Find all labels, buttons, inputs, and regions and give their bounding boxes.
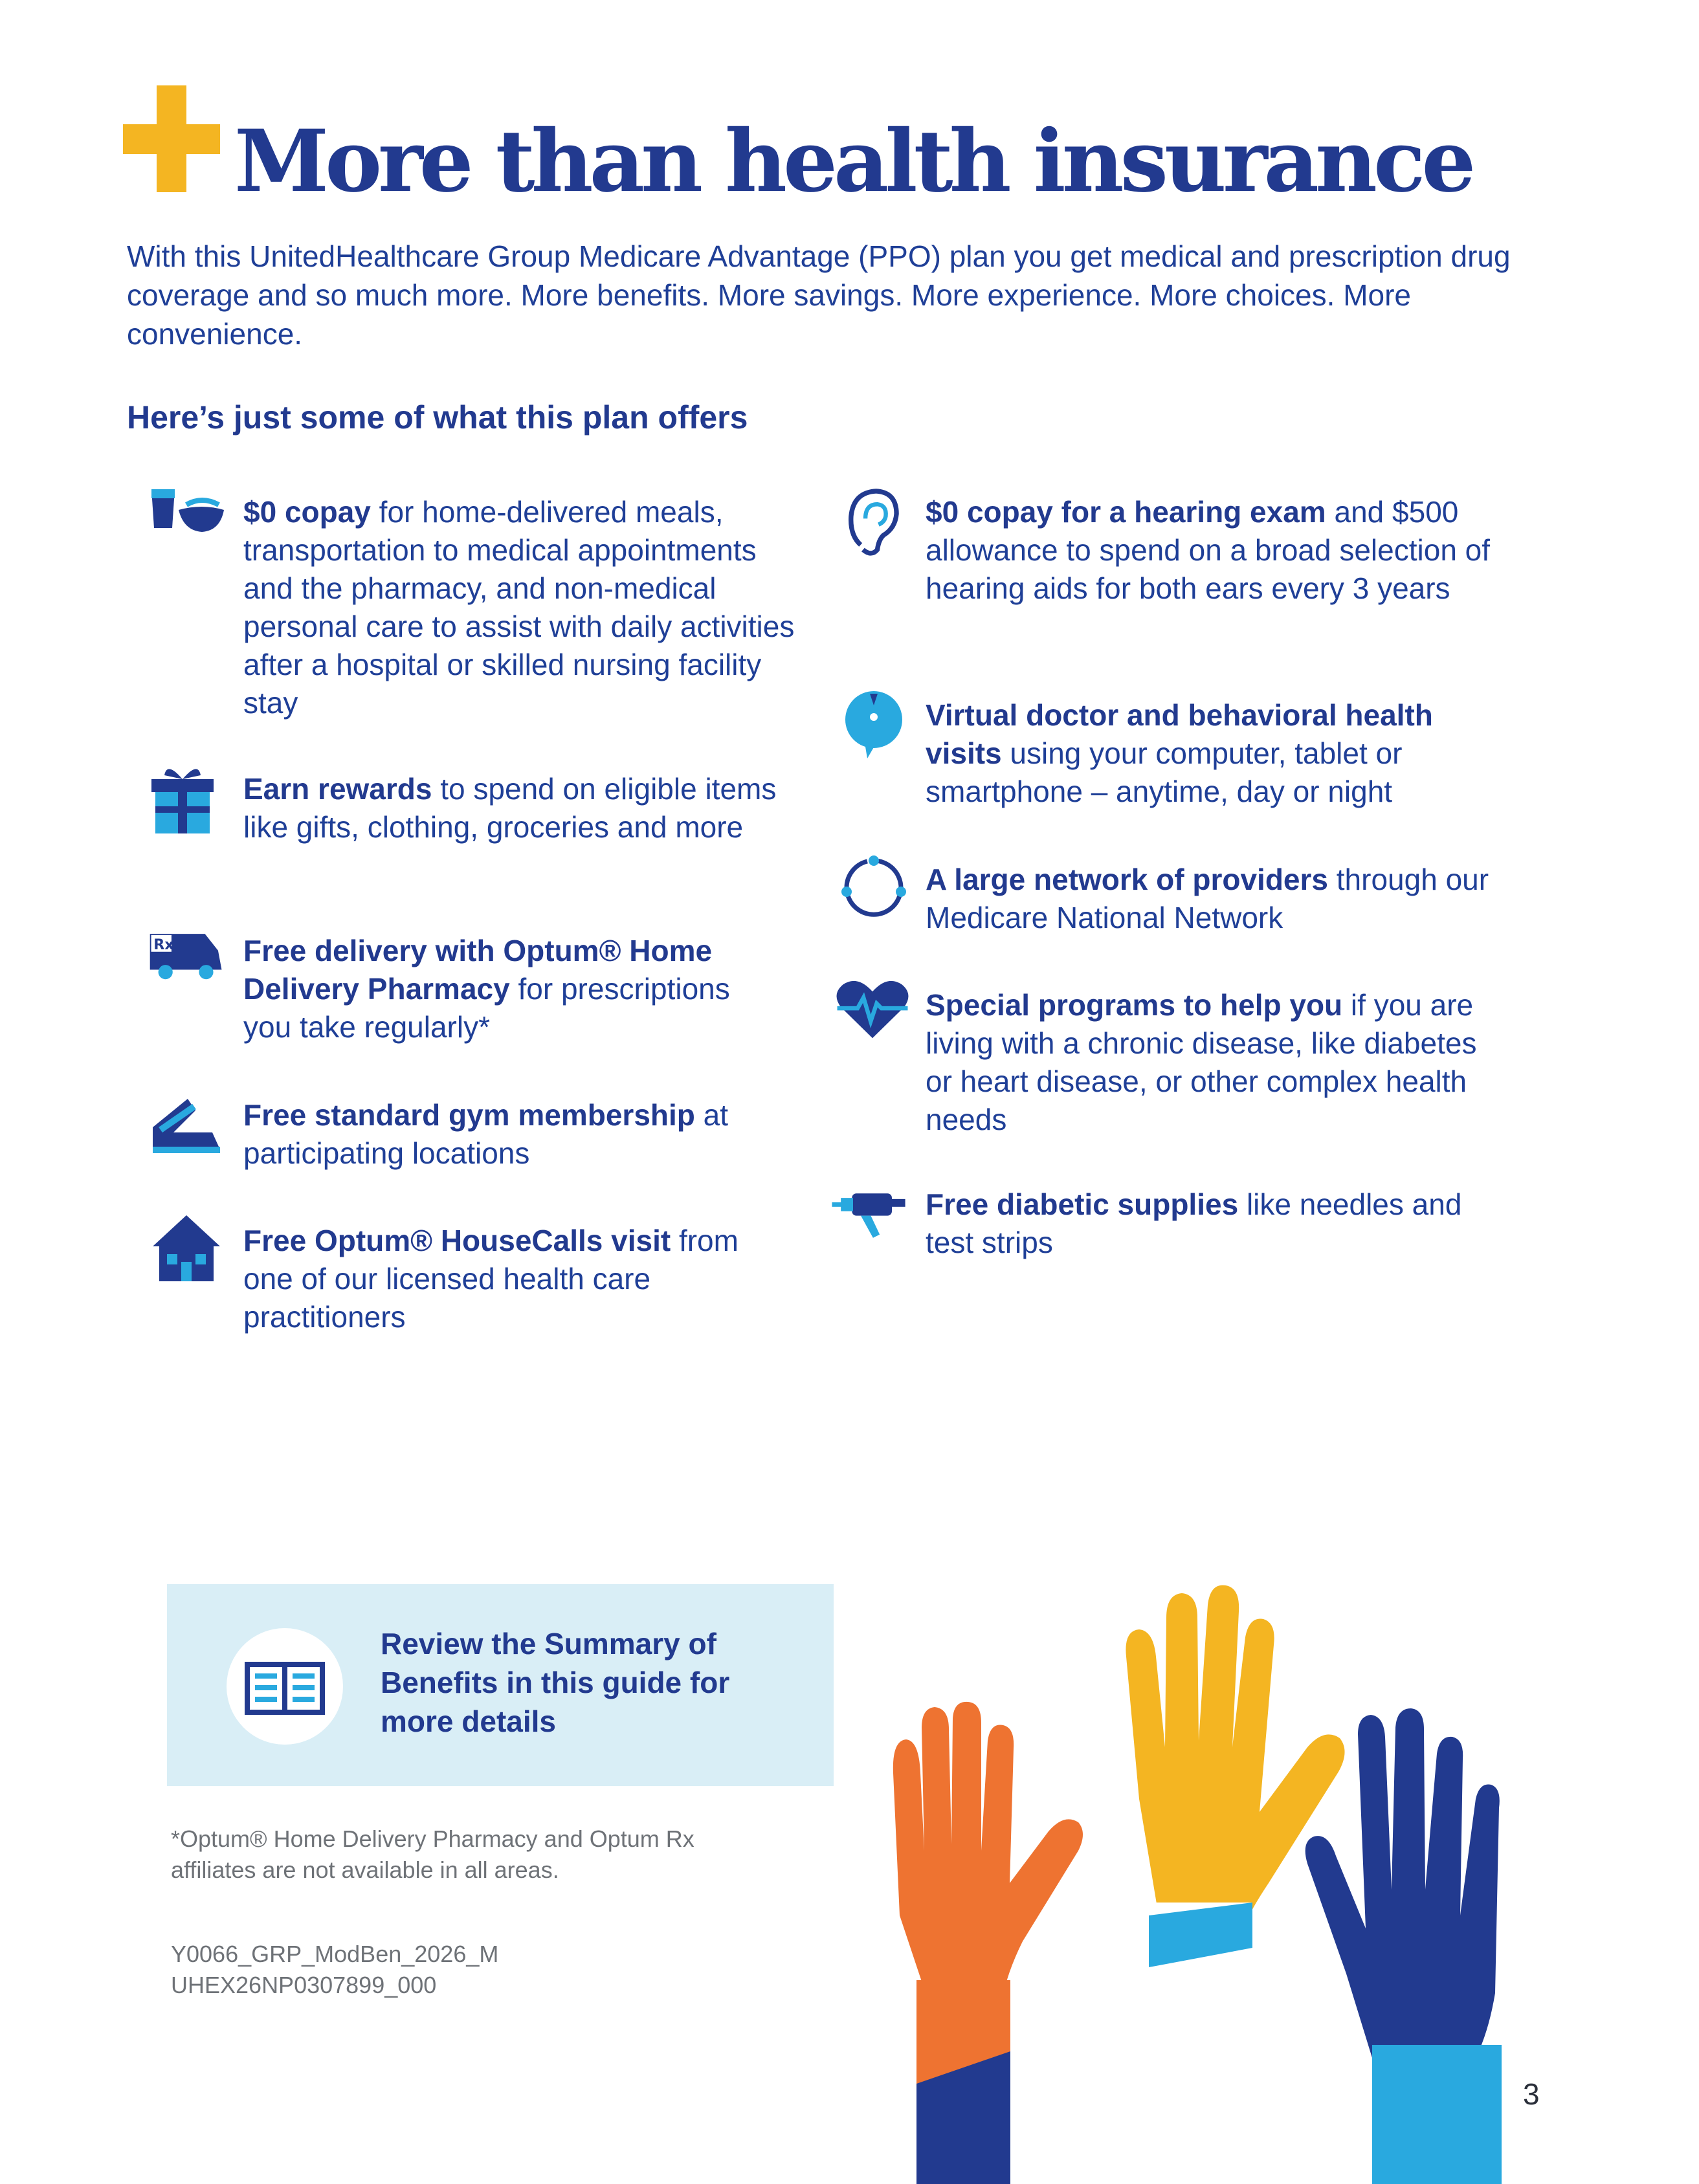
svg-text:Rx: Rx bbox=[153, 936, 174, 954]
raised-hands-illustration bbox=[854, 1579, 1534, 2184]
heartbeat-icon bbox=[834, 971, 911, 1048]
callout-text: Review the Summary of Benefits in this guide for more details bbox=[381, 1627, 730, 1738]
sneaker-icon bbox=[148, 1087, 225, 1165]
intro-paragraph: With this UnitedHealthcare Group Medicare Advantage (PPO) plan you get medical and prescription drug coverage and so much more. More benefits. More savings. More experience. More choices. More convenience. bbox=[127, 239, 1511, 351]
page-title: More than health insurance bbox=[234, 111, 1472, 212]
benefit-housecalls: Free Optum® HouseCalls visit from one of our licensed health care practitioners bbox=[243, 1224, 738, 1334]
plus-logo bbox=[123, 85, 220, 192]
benefit-network: A large network of providers through our Medicare National Network bbox=[926, 863, 1489, 934]
open-book-icon bbox=[227, 1628, 343, 1745]
delivery-truck-icon bbox=[148, 919, 225, 997]
meal-icon bbox=[148, 478, 225, 555]
gift-icon bbox=[148, 761, 225, 839]
benefit-diabetic-supplies: Free diabetic supplies like needles and test strips bbox=[926, 1187, 1462, 1259]
benefit-virtual-visits: Virtual doctor and behavioral health visits using your computer, tablet or smartphone – anytime, day or night bbox=[926, 698, 1433, 808]
offers-heading: Here’s just some of what this plan offers bbox=[127, 399, 748, 436]
benefit-gym: Free standard gym membership at participating locations bbox=[243, 1098, 729, 1170]
ear-icon bbox=[835, 483, 913, 560]
chat-bubble-icon bbox=[835, 683, 913, 761]
page-number: 3 bbox=[1523, 2077, 1540, 2111]
syringe-icon bbox=[830, 1171, 907, 1249]
document-codes: Y0066_GRP_ModBen_2026_M UHEX26NP0307899_000 bbox=[171, 1941, 499, 1998]
footnote: *Optum® Home Delivery Pharmacy and Optum Rx affiliates are not available in all areas. bbox=[171, 1826, 694, 1883]
benefit-home-delivery: Free delivery with Optum® Home Delivery Pharmacy for prescriptions you take regularly* bbox=[243, 934, 730, 1044]
benefit-meals: $0 copay for home-delivered meals, transportation to medical appointments and the pharmacy, and non-medical personal care to assist with daily activities after a hospital or skilled nursing facility stay bbox=[243, 495, 795, 720]
network-icon bbox=[835, 850, 913, 928]
benefit-rewards: Earn rewards to spend on eligible items like gifts, clothing, groceries and more bbox=[243, 772, 777, 844]
benefit-hearing: $0 copay for a hearing exam and $500 allowance to spend on a broad selection of hearing aids for both ears every 3 years bbox=[926, 495, 1491, 605]
house-icon bbox=[148, 1210, 225, 1288]
benefit-special-programs: Special programs to help you if you are living with a chronic disease, like diabetes or heart disease, or other complex health needs bbox=[926, 988, 1477, 1136]
